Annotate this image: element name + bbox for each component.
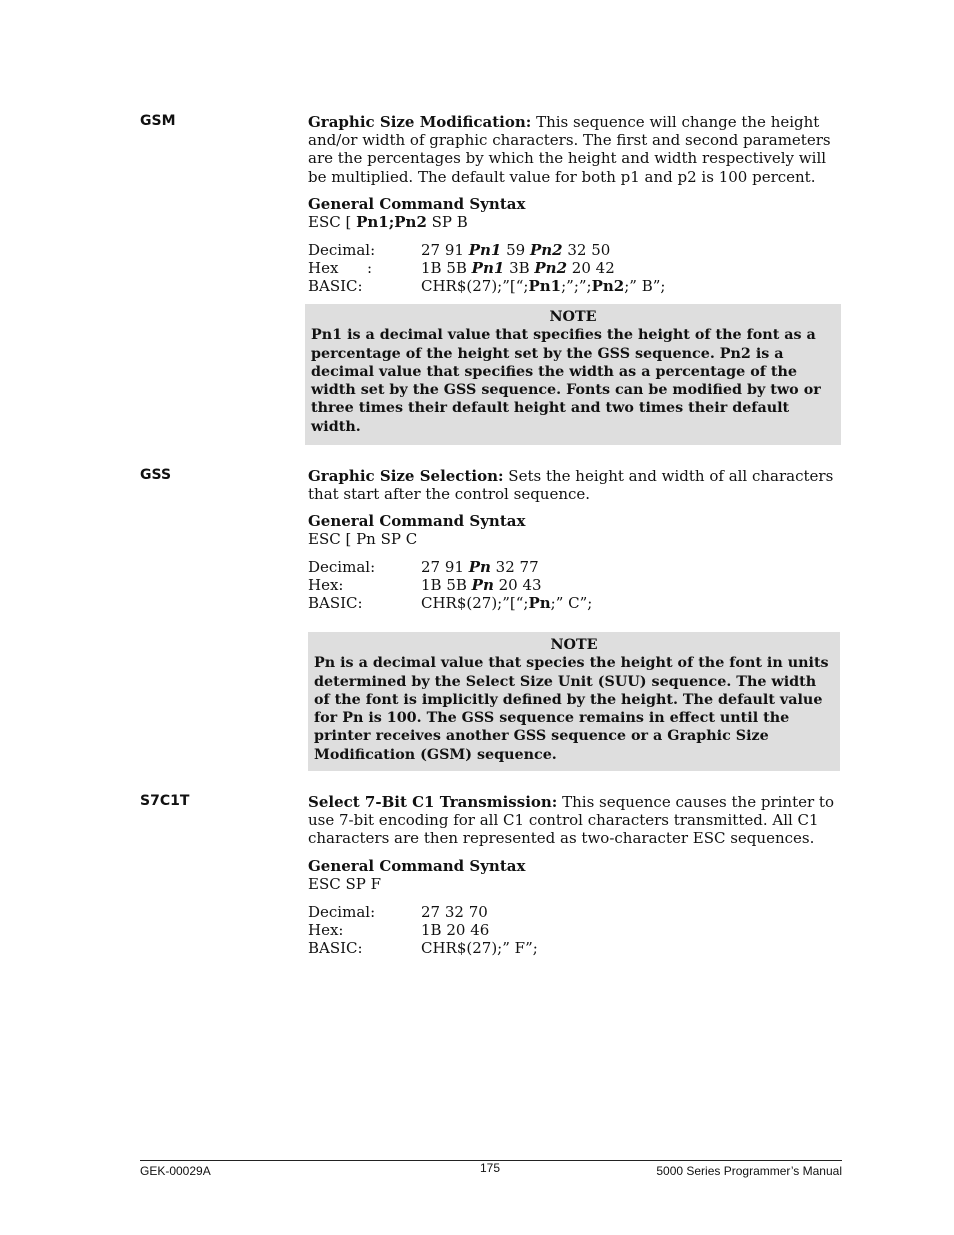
command-name-s7c1t: S7C1T — [140, 793, 190, 809]
gsm-hex-b: 3B — [504, 258, 535, 277]
gss-basic-p: Pn — [528, 594, 551, 613]
gss-note-title: NOTE — [550, 637, 598, 653]
gsm-decimal-value — [421, 241, 610, 259]
gsm-decimal-p2: Pn2 — [529, 240, 563, 259]
s7c1t-syntax-heading: General Command Syntax — [308, 856, 526, 875]
gss-decimal-label: Decimal: — [308, 558, 376, 577]
gsm-decimal-label: Decimal: — [308, 240, 376, 259]
gsm-codes — [308, 241, 838, 295]
gss-lead: Graphic Size Selection: — [308, 467, 504, 485]
s7c1t-decimal-value: 27 32 70 — [421, 902, 488, 921]
gsm-decimal-b: 59 — [501, 240, 530, 259]
gss-basic-value — [421, 594, 592, 612]
s7c1t-decimal-label: Decimal: — [308, 902, 376, 921]
gsm-syntax — [308, 213, 838, 231]
s7c1t-hex-value: 1B 20 46 — [421, 920, 490, 939]
gss-section — [308, 467, 838, 612]
gss-decimal-p: Pn — [468, 558, 491, 577]
gsm-hex-value — [421, 259, 615, 277]
gss-desc-text: Sets the height and width of all characters that start after the control sequence. — [308, 467, 834, 504]
s7c1t-basic-label: BASIC: — [308, 938, 363, 957]
s7c1t-section — [308, 793, 838, 957]
s7c1t-decimal-row — [308, 903, 838, 921]
gsm-basic-row — [308, 277, 838, 295]
gsm-syntax-heading: General Command Syntax — [308, 194, 526, 213]
s7c1t-codes — [308, 903, 838, 957]
gss-hex-a: 1B 5B — [421, 576, 472, 595]
gss-note-text: Pn is a decimal value that species the height of the font in units determined by the Select Size Unit (SUU) sequence. The width of the font is implicitly defined by the height. The default value for Pn is 100. The GSS sequence remains in effect until the printer receives another GSS sequence or a Graphic Size Modification (GSM) sequence. — [314, 655, 829, 763]
gss-decimal-b: 32 77 — [490, 558, 539, 577]
gsm-basic-p2: Pn2 — [591, 276, 625, 295]
gss-basic-row — [308, 594, 838, 612]
s7c1t-lead: Select 7-Bit C1 Transmission: — [308, 793, 558, 811]
gsm-hex-row — [308, 259, 838, 277]
gss-hex-p: Pn — [471, 576, 494, 595]
gsm-decimal-row — [308, 241, 838, 259]
s7c1t-basic-row — [308, 939, 838, 957]
gsm-hex-c: 20 42 — [567, 258, 615, 277]
gsm-basic-label: BASIC: — [308, 276, 363, 295]
gss-hex-value — [421, 576, 542, 594]
gss-codes — [308, 558, 838, 612]
s7c1t-syntax: ESC SP F — [308, 874, 382, 893]
gsm-note-text: Pn1 is a decimal value that specifies the height of the font as a percentage of the height set by the GSS sequence. Pn2 is a decimal value that specifies the width as a percentage of the width set by the GSS sequence. Fonts can be modified by two or three times their default height and two times their default width. — [311, 327, 821, 435]
gsm-basic-p1: Pn1 — [528, 276, 562, 295]
gsm-desc-text: This sequence will change the height and/or width of graphic characters. The first and second parameters are the percentages by which the height and width respectively will be multiplied. The default value for both p1 and p2 is 100 percent. — [308, 113, 831, 186]
gsm-hex-p1: Pn1 — [471, 258, 505, 277]
s7c1t-desc-text: This sequence causes the printer to use 7-bit encoding for all C1 control characters transmitted. All C1 characters are then represented as two-character ESC sequences. — [308, 793, 834, 848]
gsm-note-box — [305, 304, 841, 445]
gss-decimal-row — [308, 558, 838, 576]
gsm-decimal-p1: Pn1 — [468, 240, 502, 259]
s7c1t-hex-row — [308, 921, 838, 939]
gsm-hex-label: Hex : — [308, 258, 373, 277]
footer-doc-id: GEK-00029A — [140, 1164, 211, 1178]
gss-note-box — [308, 632, 840, 771]
gss-basic-a: CHR$(27);”[“; — [421, 594, 529, 613]
gsm-syntax-prefix: ESC [ — [308, 212, 357, 231]
command-name-gss: GSS — [140, 467, 172, 483]
s7c1t-description — [308, 793, 838, 848]
gsm-description — [308, 113, 838, 186]
gsm-syntax-params: Pn1;Pn2 — [356, 212, 427, 231]
s7c1t-basic-value: CHR$(27);” F”; — [421, 938, 538, 957]
gss-decimal-value — [421, 558, 539, 576]
gss-hex-b: 20 43 — [493, 576, 542, 595]
footer-page-number: 175 — [480, 1161, 501, 1175]
gss-syntax-heading: General Command Syntax — [308, 512, 526, 531]
gsm-decimal-c: 32 50 — [562, 240, 611, 259]
gsm-decimal-a: 27 91 — [421, 240, 469, 259]
gsm-lead: Graphic Size Modification: — [308, 113, 532, 131]
gss-basic-label: BASIC: — [308, 594, 363, 613]
footer-manual-title: 5000 Series Programmer’s Manual — [656, 1164, 842, 1178]
gss-hex-label: Hex: — [308, 576, 344, 595]
gsm-basic-a: CHR$(27);”[“; — [421, 276, 529, 295]
gsm-syntax-suffix: SP B — [426, 212, 468, 231]
gsm-section — [308, 113, 838, 295]
gss-hex-row — [308, 576, 838, 594]
gsm-hex-p2: Pn2 — [534, 258, 568, 277]
gsm-basic-c: ;” B”; — [624, 276, 666, 295]
gsm-hex-a: 1B 5B — [421, 258, 472, 277]
s7c1t-hex-label: Hex: — [308, 920, 344, 939]
gsm-note-title: NOTE — [549, 309, 597, 325]
gss-decimal-a: 27 91 — [421, 558, 469, 577]
gss-description — [308, 467, 838, 503]
command-name-gsm: GSM — [140, 113, 176, 129]
gss-syntax: ESC [ Pn SP C — [308, 530, 418, 549]
gsm-basic-value — [421, 277, 665, 295]
gss-basic-b: ;” C”; — [550, 594, 593, 613]
gsm-basic-b: ;”;”; — [561, 276, 592, 295]
